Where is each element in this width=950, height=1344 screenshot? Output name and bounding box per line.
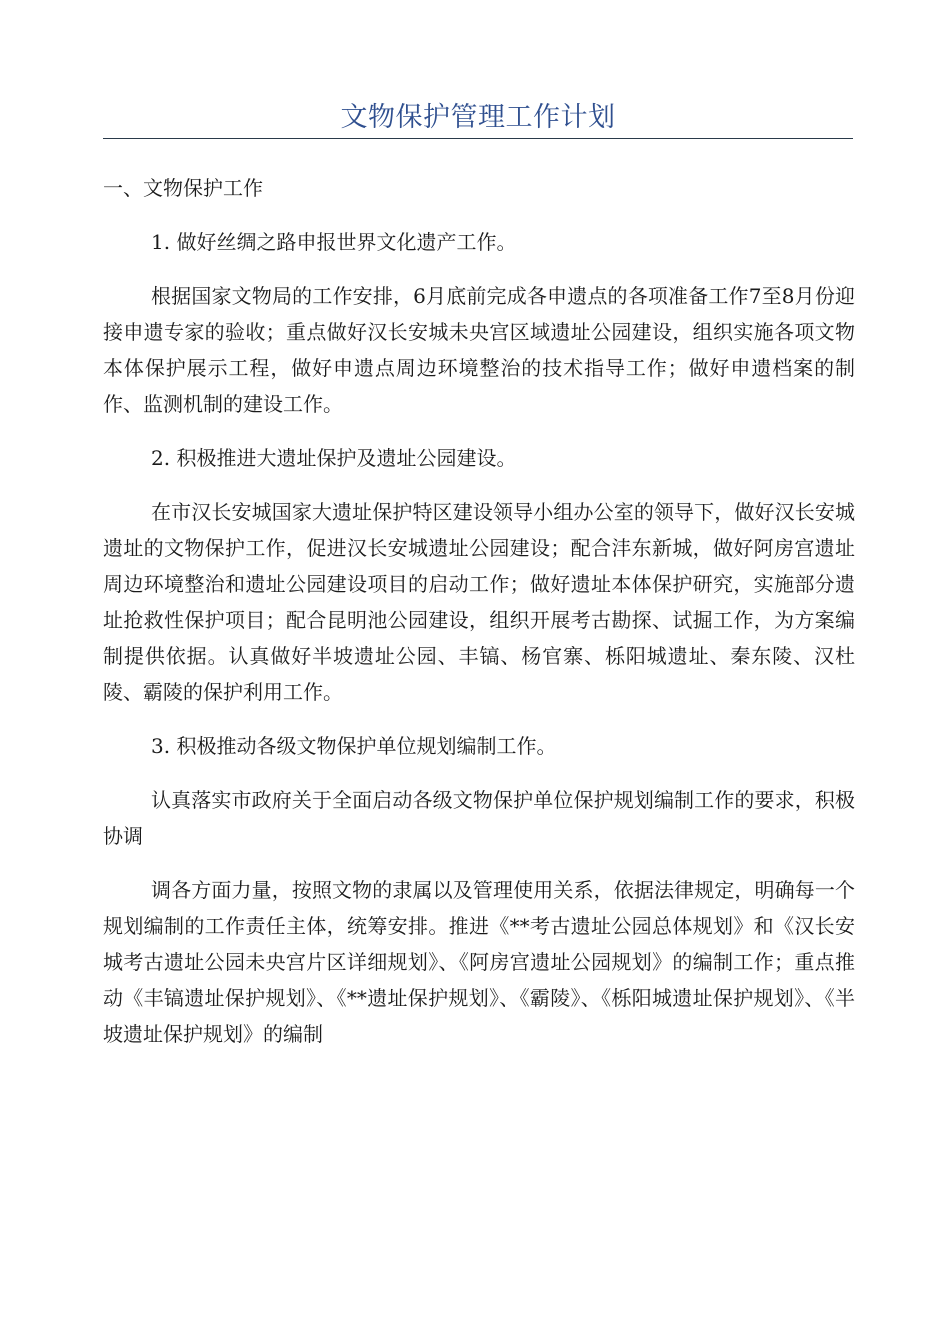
- item-1-heading: 1. 做好丝绸之路申报世界文化遗产工作。: [151, 230, 517, 254]
- item-1-paragraph: 根据国家文物局的工作安排，6月底前完成各申遗点的各项准备工作7至8月份迎接申遗专家的验收；重点做好汉长安城未央宫区域遗址公园建设，组织实施各项文物本体保护展示工程，做好申遗点周边环境整治的技术指导工作；做好申遗档案的制作、监测机制的建设工作。: [103, 284, 855, 416]
- item-3-paragraph-2: 调各方面力量，按照文物的隶属以及管理使用关系，依据法律规定，明确每一个规划编制的工作责任主体，统筹安排。推进《**考古遗址公园总体规划》和《汉长安城考古遗址公园未央宫片区详细规划》、《阿房宫遗址公园规划》的编制工作；重点推动《丰镐遗址保护规划》、《**遗址保护规划》、《霸陵》、《栎阳城遗址保护规划》、《半坡遗址保护规划》的编制: [103, 878, 855, 1046]
- document-body: [103, 170, 855, 1052]
- item-2-heading: 2. 积极推进大遗址保护及遗址公园建设。: [151, 446, 517, 470]
- section-heading: 一、文物保护工作: [103, 176, 263, 200]
- item-3-heading: 3. 积极推动各级文物保护单位规划编制工作。: [151, 734, 557, 758]
- item-3-paragraph-1: 认真落实市政府关于全面启动各级文物保护单位保护规划编制工作的要求，积极协调: [103, 788, 855, 848]
- item-2-paragraph: 在市汉长安城国家大遗址保护特区建设领导小组办公室的领导下，做好汉长安城遗址的文物保护工作，促进汉长安城遗址公园建设；配合沣东新城，做好阿房宫遗址周边环境整治和遗址公园建设项目的启动工作；做好遗址本体保护研究，实施部分遗址抢救性保护项目；配合昆明池公园建设，组织开展考古勘探、试掘工作，为方案编制提供依据。认真做好半坡遗址公园、丰镐、杨官寨、栎阳城遗址、秦东陵、汉杜陵、霸陵的保护利用工作。: [103, 500, 855, 704]
- document-title: 文物保护管理工作计划: [340, 102, 616, 133]
- title-block: [103, 100, 853, 139]
